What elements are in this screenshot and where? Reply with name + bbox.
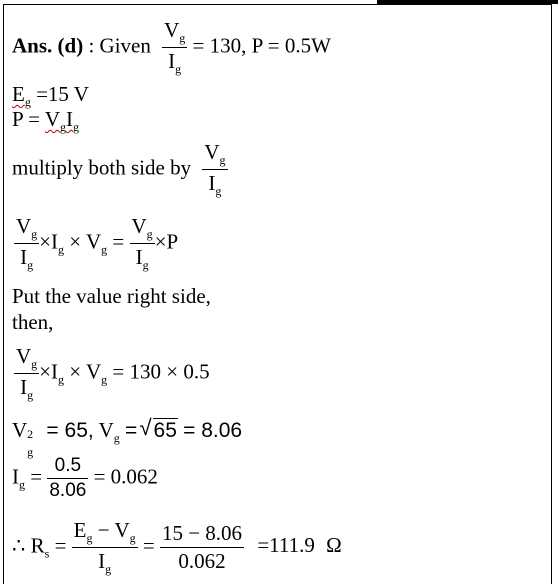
rs-symbolic-fraction: $\frac{E_g - V_g}{I_g}$ [73, 518, 136, 576]
multiply-fraction: $\frac{V_g}{I_g}$ [204, 140, 226, 198]
multiply-text: multiply both side by [12, 155, 192, 180]
equation-step-2: $\frac{V_g}{I_g}$ $\times I_g \times V_g = 130 \times 0.5$ [16, 344, 210, 402]
equation-step-1: $\frac{V_g}{I_g}$ $\times I_g \times V_g$ = $\frac{V_g}{I_g}$ ×P [16, 214, 179, 272]
multiply-line [12, 140, 228, 199]
vg-square-line: V 2 g = 65, $V_g$ = √ 65 = 8.06 [12, 418, 242, 446]
eg-line: $E_g =15$ V [12, 82, 89, 109]
resistance-line: ∴ $R_s$ = $\frac{E_g - V_g}{I_g}$ = $\frac{15 - 8.06}{0.062}$ =111.9 Ω [12, 518, 342, 576]
ig-fraction: $\frac{0.5}{8.06}$ [49, 455, 87, 501]
then-text: then, [12, 310, 54, 334]
vg-over-ig-fraction: $\frac{V_g}{I_g}$ [164, 18, 186, 76]
given-word: : Given [88, 33, 151, 58]
answer-label: Ans. (d) [12, 33, 84, 58]
square-root: √ 65 [143, 419, 178, 443]
given-values: = 130, P = 0.5W [192, 33, 331, 58]
step-2-rhs: = 130 × 0.5 [112, 359, 210, 384]
power-line: $P = V_gI_g$ [12, 107, 80, 134]
given-line [12, 18, 331, 77]
rs-numeric-fraction: $\frac{15 - 8.06}{0.062}$ [161, 521, 243, 573]
put-value-text: Put the value right side, [12, 284, 211, 308]
eg-value: =15 V [36, 82, 89, 106]
ig-line: $I_g$ = $\frac{0.5}{8.06}$ = 0.062 [12, 455, 158, 501]
